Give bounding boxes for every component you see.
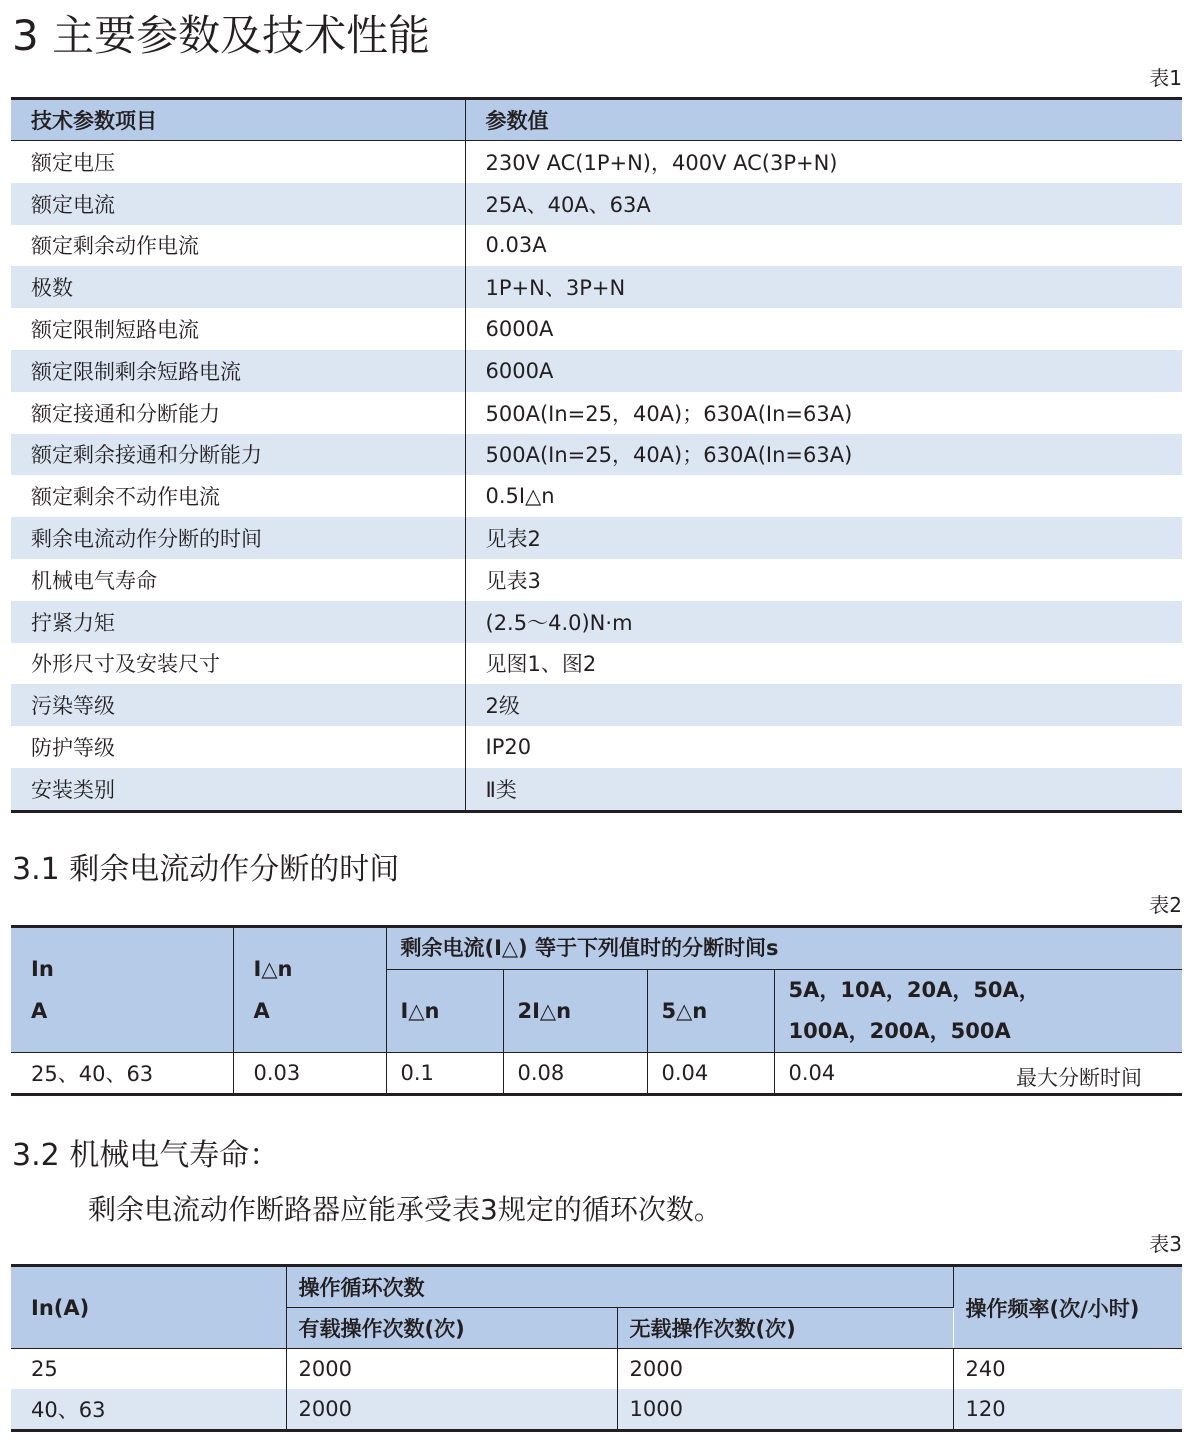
cell-item: 外形尺寸及安装尺寸: [11, 643, 465, 685]
header-group: 剩余电流(I△) 等于下列值时的分断时间s: [386, 927, 1182, 970]
cell-t2: 0.08: [503, 1053, 647, 1095]
cell-item: 额定剩余动作电流: [11, 225, 465, 267]
cell-idn: 0.03: [233, 1053, 386, 1095]
table-row: [11, 517, 1182, 559]
table-row: [11, 475, 1182, 517]
cell-t1: 0.1: [386, 1053, 503, 1095]
table-row: [11, 1053, 1182, 1095]
cell-item: 安装类别: [11, 768, 465, 811]
cell-value: IP20: [485, 735, 532, 760]
cell-item: 拧紧力矩: [11, 601, 465, 643]
cell-item: 额定剩余接通和分断能力: [11, 434, 465, 476]
cell-value: 2级: [485, 694, 520, 719]
cell-value: 230V AC(1P+N)，400V AC(3P+N): [485, 150, 838, 175]
header-idn: [233, 927, 386, 1053]
cell-value: 500A(In=25，40A)；630A(In=63A): [485, 401, 853, 426]
cell-value: 0.5I△n: [485, 484, 555, 509]
cell-value: Ⅱ类: [485, 777, 517, 802]
cell-item: 额定接通和分断能力: [11, 392, 465, 434]
table2-label: 表2: [1149, 893, 1182, 917]
cell-frequency: 120: [965, 1397, 1006, 1421]
header-loaded: 有载操作次数(次): [286, 1308, 617, 1349]
table-row: [11, 643, 1182, 685]
header-in-line1: In: [31, 957, 54, 981]
cell-item: 额定限制剩余短路电流: [11, 350, 465, 392]
cell-value: (2.5～4.0)N·m: [485, 610, 633, 635]
cell-t4-value: 0.04: [788, 1061, 836, 1085]
cell-in: 25: [11, 1349, 286, 1390]
cell-in: 40、63: [11, 1389, 286, 1431]
cell-value: 1P+N、3P+N: [485, 276, 626, 301]
header-sub-4: [774, 970, 1182, 1053]
table-row: [11, 1389, 1182, 1431]
cell-item: 防护等级: [11, 726, 465, 768]
table-row: [11, 183, 1182, 225]
table3-label: 表3: [1149, 1232, 1182, 1256]
cell-item: 额定剩余不动作电流: [11, 475, 465, 517]
breaking-time-table: [11, 925, 1182, 1096]
cell-in: 25、40、63: [11, 1053, 233, 1095]
cell-value: 0.03A: [485, 233, 547, 258]
header-unloaded: 无载操作次数(次): [617, 1308, 953, 1349]
cell-value: 25A、40A、63A: [485, 192, 651, 217]
table-row: [11, 601, 1182, 643]
cell-value: 见表2: [485, 527, 541, 552]
cell-value: 6000A: [485, 358, 554, 383]
section-3-2-paragraph: 剩余电流动作断路器应能承受表3规定的循环次数。: [88, 1193, 722, 1226]
table-row: [11, 1349, 1182, 1390]
cell-t3: 0.04: [647, 1053, 774, 1095]
table-row: [11, 350, 1182, 392]
header-idn-line1: I△n: [253, 957, 293, 981]
header-in-line2: A: [31, 999, 48, 1023]
header-sub-3: 5△n: [647, 970, 774, 1053]
cell-item: 额定电压: [11, 141, 465, 183]
page-title: 3 主要参数及技术性能: [12, 11, 431, 60]
row-note: 最大分断时间: [1016, 1066, 1142, 1090]
header-sub-4-line2: 100A，200A，500A: [788, 1019, 1011, 1043]
cell-item: 污染等级: [11, 684, 465, 726]
cell-unloaded: 2000: [617, 1349, 953, 1390]
header-cycles: 操作循环次数: [286, 1266, 953, 1308]
table-row: [11, 434, 1182, 476]
cell-loaded: 2000: [286, 1389, 617, 1431]
cell-item: 机械电气寿命: [11, 559, 465, 601]
cell-item: 极数: [11, 266, 465, 308]
cell-loaded: 2000: [286, 1349, 617, 1390]
table-row: [11, 141, 1182, 183]
table-header-row: [11, 99, 1182, 141]
cell-value: 见图1、图2: [485, 652, 597, 677]
cell-frequency: 240: [965, 1357, 1006, 1381]
life-cycle-table: [11, 1264, 1182, 1432]
header-in: [11, 927, 233, 1053]
table-row: [11, 559, 1182, 601]
cell-value: 500A(In=25，40A)；630A(In=63A): [485, 443, 853, 468]
header-sub-2: 2I△n: [503, 970, 647, 1053]
cell-item: 额定限制短路电流: [11, 308, 465, 350]
cell-value: 6000A: [485, 317, 554, 342]
header-sub-1: I△n: [386, 970, 503, 1053]
cell-item: 剩余电流动作分断的时间: [11, 517, 465, 559]
cell-unloaded: 1000: [617, 1389, 953, 1431]
section-3-1-title: 3.1 剩余电流动作分断的时间: [12, 852, 400, 887]
table-row: [11, 392, 1182, 434]
header-idn-line2: A: [253, 999, 270, 1023]
header-item: 技术参数项目: [11, 99, 465, 141]
section-3-2-title: 3.2 机械电气寿命：: [12, 1138, 280, 1173]
header-in-a: In(A): [11, 1266, 286, 1349]
cell-value: 见表3: [485, 568, 541, 593]
header-sub-4-line1: 5A，10A，20A，50A，: [788, 978, 1040, 1002]
cell-item: 额定电流: [11, 183, 465, 225]
header-frequency: 操作频率(次/小时): [953, 1266, 1182, 1349]
table-row: [11, 308, 1182, 350]
table-row: [11, 726, 1182, 768]
table-row: [11, 225, 1182, 267]
table-row: [11, 768, 1182, 811]
cell-t4: [774, 1053, 1182, 1095]
table1-label: 表1: [1149, 66, 1182, 90]
table-row: [11, 684, 1182, 726]
table-row: [11, 266, 1182, 308]
parameters-table: [11, 97, 1182, 813]
header-value: 参数值: [465, 99, 1182, 141]
